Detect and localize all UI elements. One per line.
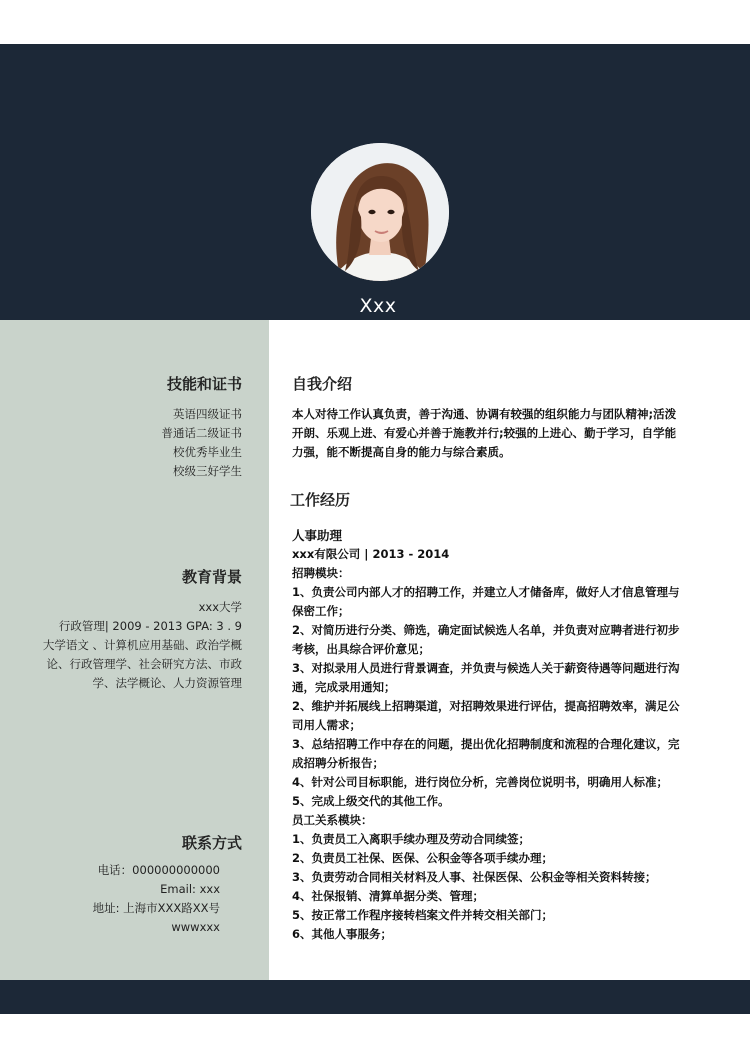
school-name: xxx大学 [198,600,242,614]
work-line: 1、负责公司内部人才的招聘工作，并建立人才储备库，做好人才信息管理与保密工作； [292,585,680,618]
work-line: 2、维护并拓展线上招聘渠道，对招聘效果进行评估，提高招聘效率，满足公司用人需求； [292,699,680,732]
work-line: 招聘模块： [292,566,350,580]
work-line: 2、负责员工社保、医保、公积金等各项手续办理； [292,851,553,865]
courses-text: 大学语文 、计算机应用基础、政治学概论、行政管理学、社会研究方法、市政学、法学概论、人力资源管理 [42,638,242,690]
work-line: 1、负责员工入离职手续办理及劳动合同续签； [292,832,530,846]
work-line: 3、负责劳动合同相关材料及人事、社保医保、公积金等相关资料转接； [292,870,657,884]
contact-details [0,861,220,937]
skill-item: 校级三好学生 [173,464,242,478]
company-line: xxx有限公司 | 2013 - 2014 [292,547,450,561]
skills-heading: 技能和证书 [166,375,242,393]
work-line: 5、按正常工作程序接转档案文件并转交相关部门； [292,908,553,922]
work-line: 6、其他人事服务； [292,927,393,941]
phone-text: 电话：000000000000 [97,863,220,877]
address-text: 地址: 上海市XXX路XX号 [92,901,220,915]
profile-photo [311,143,449,281]
skill-item: 普通话二级证书 [161,426,242,440]
education-details [42,598,242,693]
work-line: 员工关系模块： [292,813,373,827]
work-line: 4、针对公司目标职能，进行岗位分析，完善岗位说明书，明确用人标准； [292,775,668,789]
email-text: Email: xxx [160,882,220,896]
person-name: Xxx [359,295,397,317]
work-line: 3、总结招聘工作中存在的问题，提出优化招聘制度和流程的合理化建议，完成招聘分析报告； [292,737,680,770]
work-heading: 工作经历 [290,491,351,509]
intro-heading: 自我介绍 [292,375,353,393]
skills-list [12,405,242,481]
portrait-image [311,143,449,281]
website-text: wwwxxx [171,920,220,934]
work-line: 4、社保报销、清算单据分类、管理； [292,889,484,903]
work-line: 2、对简历进行分类、筛选，确定面试候选人名单，并负责对应聘者进行初步考核，出具综合评价意见； [292,623,680,656]
major-line: 行政管理| 2009 - 2013 GPA: 3 . 9 [58,619,242,633]
intro-text: 本人对待工作认真负责，善于沟通、协调有较强的组织能力与团队精神;活泼开朗、乐观上进、有爱心并善于施教并行;较强的上进心、勤于学习，自学能力强，能不断提高自身的能力与综合素质。 [292,407,677,459]
footer-band [0,980,750,1014]
contact-heading: 联系方式 [181,834,242,852]
skill-item: 英语四级证书 [173,407,242,421]
work-line: 5、完成上级交代的其他工作。 [292,794,450,808]
skill-item: 校优秀毕业生 [173,445,242,459]
work-lines [292,545,687,944]
work-line: 3、对拟录用人员进行背景调查，并负责与候选人关于薪资待遇等问题进行沟通，完成录用通知； [292,661,680,694]
education-heading: 教育背景 [181,568,242,586]
job-position: 人事助理 [292,528,343,543]
